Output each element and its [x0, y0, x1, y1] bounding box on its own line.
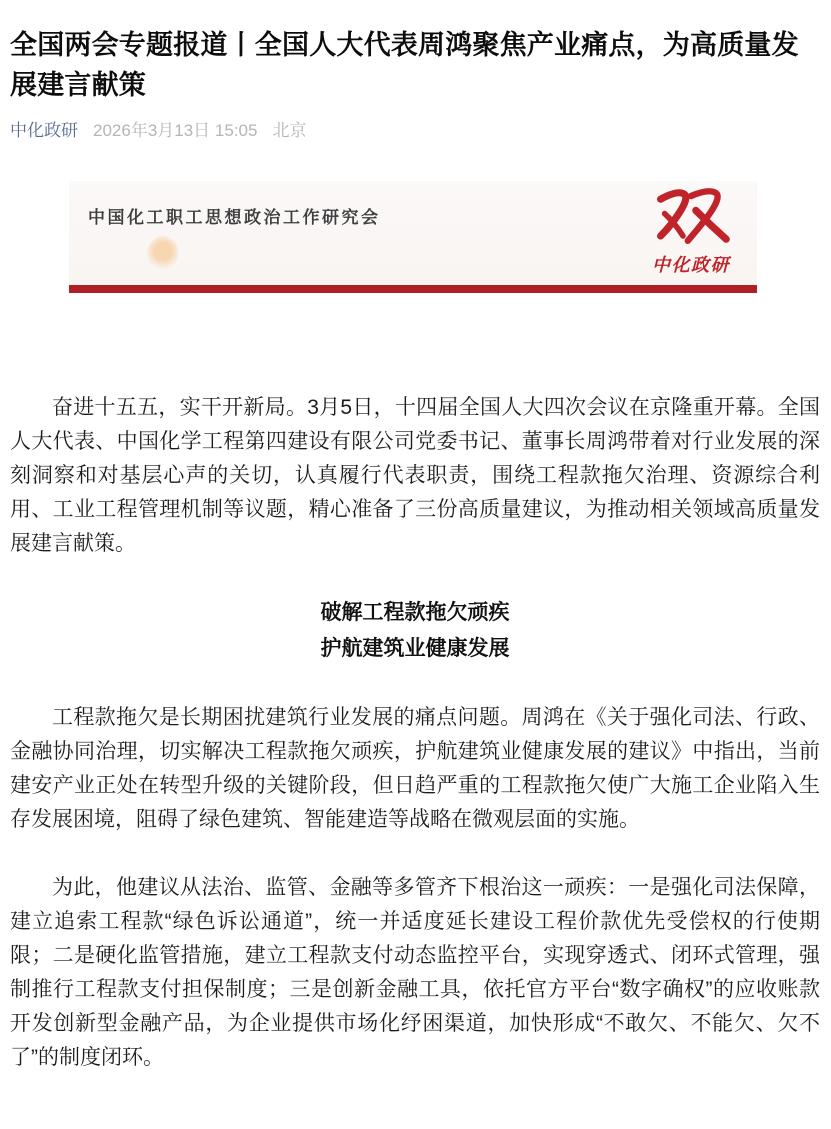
article-meta	[10, 119, 820, 143]
section-subheading	[10, 595, 820, 667]
subheading-line-2: 护航建筑业健康发展	[320, 637, 510, 660]
banner-organization-name: 中国化工职工思想政治工作研究会	[88, 208, 381, 227]
gold-flower-ornament-icon	[147, 236, 179, 270]
banner-image[interactable]	[69, 181, 757, 293]
publish-date: 2026年3月13日 15:05	[93, 121, 258, 140]
article-title: 全国两会专题报道丨全国人大代表周鸿聚焦产业痛点，为高质量发展建言献策	[10, 30, 799, 100]
banner-logo-text: 中化政研	[652, 255, 730, 275]
article-body	[10, 391, 820, 1075]
red-calligraphy-icon	[651, 186, 731, 254]
paragraph-3: 为此，他建议从法治、监管、金融等多管齐下根治这一顽疾：一是强化司法保障，建立追索工程款“绿色诉讼通道”，统一并适度延长建设工程价款优先受偿权的行使期限；二是硬化监管措施，建立工程款支付动态监控平台，实现穿透式、闭环式管理，强制推行工程款支付担保制度；三是创新金融工具，依托官方平台“数字确权”的应收账款开发创新型金融产品，为企业提供市场化纾困渠道，加快形成“不敢欠、不能欠、欠不了”的制度闭环。	[10, 876, 820, 1069]
paragraph-1: 奋进十五五，实干开新局。3月5日，十四届全国人大四次会议在京隆重开幕。全国人大代表、中国化学工程第四建设有限公司党委书记、董事长周鸿带着对行业发展的深刻洞察和对基层心声的关切，认真履行代表职责，围绕工程款拖欠治理、资源综合利用、工业工程管理机制等议题，精心准备了三份高质量建议，为推动相关领域高质量发展建言献策。	[10, 396, 820, 555]
account-name-link[interactable]: 中化政研	[10, 121, 78, 140]
banner-red-bar	[69, 285, 757, 293]
subheading-line-1: 破解工程款拖欠顽疾	[320, 601, 510, 624]
publish-location: 北京	[272, 121, 307, 140]
paragraph-2: 工程款拖欠是长期困扰建筑行业发展的痛点问题。周鸿在《关于强化司法、行政、金融协同治理，切实解决工程款拖欠顽疾，护航建筑业健康发展的建议》中指出，当前建安产业正处在转型升级的关键阶段，但日趋严重的工程款拖欠使广大施工企业陷入生存发展困境，阻碍了绿色建筑、智能建造等战略在微观层面的实施。	[10, 706, 820, 831]
banner-logo	[639, 186, 743, 277]
